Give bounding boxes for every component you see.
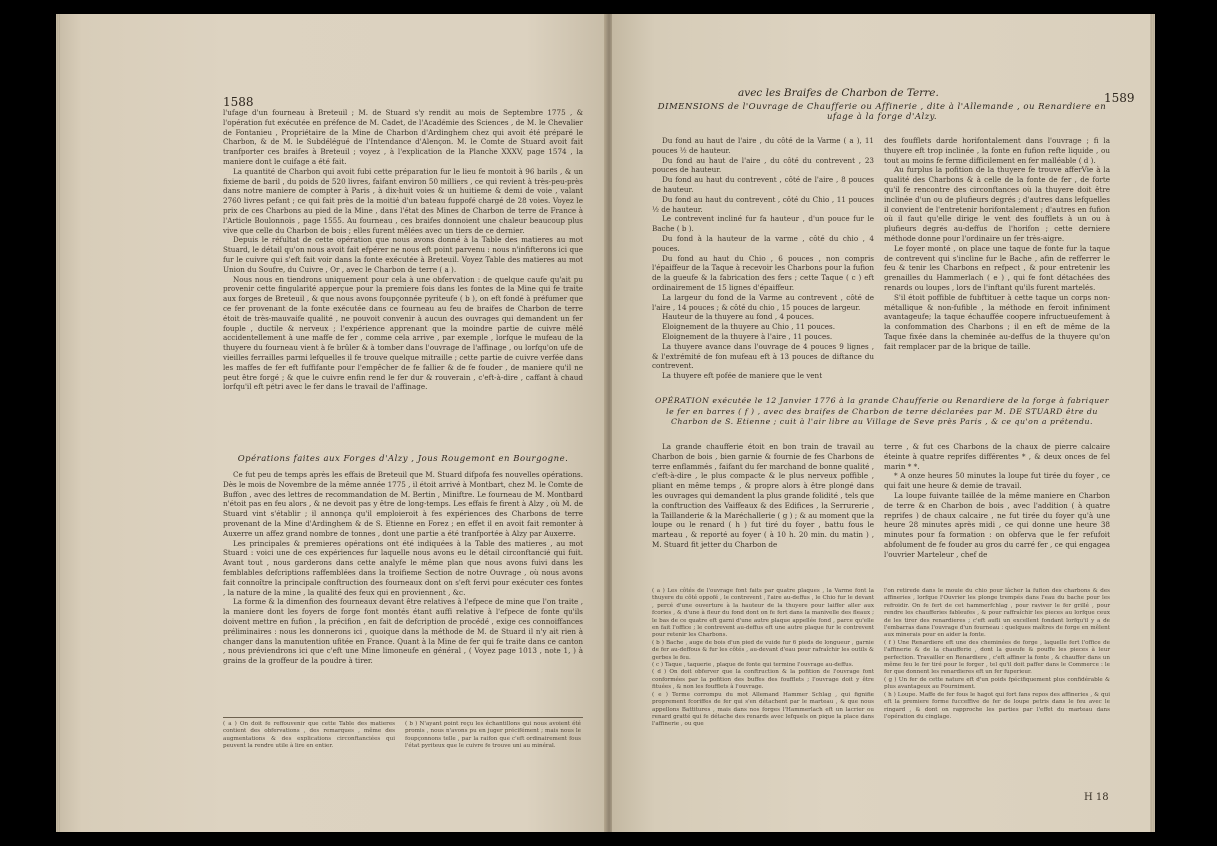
operation-title: OPÉRATION exécutée le 12 Janvier 1776 à la grande Chaufferie ou Renardiere de la forge à fabriquer le fer en barres ( f ) , avec des braifes de Charbon de terre déclarées par M. DE STUARD être du Charbon de S. Etienne ; cuit à l'air libre au Village de Seve près Paris , & ce qu'on a prétendu.: [655, 396, 1109, 426]
paragraph: des foufflets darde horifontalement dans l'ouvrage ; fi la thuyere eft trop inclinée , la fonte en fufion refte liquide , ou tout au moins fe ferme difficilement en fer malléable ( d ).: [884, 136, 1110, 165]
footnote: ( b ) Bache , auge de bois d'un pied de vuide fur 6 pieds de longueur , garnie de fer au-deffous & fur les côtés , au-devant d'eau pour rafraîchir les outils & gerbes le feu.: [652, 639, 874, 661]
running-head: avec les Braifes de Charbon de Terre.: [738, 87, 939, 99]
right-notes-column-1: [652, 588, 874, 729]
dimension-column-1: [652, 136, 874, 381]
left-section-text: [223, 470, 583, 666]
paragraph: * A onze heures 50 minutes la loupe fut tirée du foyer , ce qui fait une heure & demie de travail.: [884, 471, 1110, 491]
left-body-text: [223, 108, 583, 392]
paragraph: S'il étoit poffible de fubftituer à cette taque un corps non-métallique & non-fufible , la méthode en feroit infiniment avantageufe; la taque échauffée coopere infructueufement à la confommation des Charbons ; il en eft de même de la Taque fixée dans la cheminée au-deffus de la thuyere qu'on fait remplacer par de la brique de taille.: [884, 292, 1110, 351]
footnote: ( f ) Une Renardiere eft une des cheminées de forge , laquelle fert l'office de l'affinerie & de la chaufferie , dont la gueufe & pouffe les pieces à leur perfection. Travailler en Renardiere , c'eft affiner la fonte , & chauffer dans un même feu le fer tiré pour le forger , tel qu'il doit paffer dans le Commerce : le fer que donnent les renardieres eft un fer fuperieur.: [884, 639, 1110, 676]
dimension-item: La largeur du fond de la Varme au contrevent , côté de l'aire , 14 pouces ; & côté du chio , 15 pouces de largeur.: [652, 292, 874, 312]
footnote: ( g ) Un fer de cette nature eft d'un poids fpécifiquement plus confidérable & plus avantageux au Fourniment.: [884, 676, 1110, 691]
dimension-item: Hauteur de la thuyere au fond , 4 pouces.: [662, 312, 815, 322]
dimension-item: Du fond à la hauteur de la varme , côté du chio , 4 pouces.: [652, 233, 874, 253]
paragraph: Au furplus la pofition de la thuyere fe trouve afferVie à la qualité des Charbons & à celle de la fonte de fer , de forte qu'il fe rencontre des circonftances où la thuyere doit être inclinée d'un ou de plufieurs degrés ; d'autres dans lefquelles il convient de l'entretenir horifontalement ; d'autres en fufion où il faut qu'elle dirige le vent des foufflets à un ou à plufieurs degrés au-deffus de l'horifon ; cette derniere méthode donne pour l'ordinaire un fer très-aigre.: [884, 165, 1110, 243]
paragraph: Le foyer monté , on place une taque de fonte fur la taque de contrevent qui s'incline fur le Bache , afin de refferrer le feu & tenir les Charbons en refpect , & pour entretenir les grenailles du Hammerlach ( e ) , qui fe font détachées des renards ou loupes , lors de l'inftant qu'ils furent martelés.: [884, 243, 1110, 292]
dimension-title: DIMENSIONS de l'Ouvrage de Chaufferie ou Affinerie , dite à l'Allemande , ou Renardiere en ufage à la forge d'Alzy.: [657, 102, 1107, 122]
dimension-column-2: [884, 136, 1110, 352]
footnote-a: ( a ) On doit fe reffouvenir que cette Table des matieres contient des obfervations , des remarques , même des augmentations & des explications circonftanciées qui peuvent la rendre utile à lire en entier.: [223, 721, 395, 750]
paragraph: Nous nous en tiendrons uniquement pour cela à une obfervation : de quelque caufe qu'ait pu provenir cette fingularité apperçue pour la premiere fois dans les fontes de la Mine qui fe traite aux forges de Breteuil , & que nous avons foupçonnée pyriteufe ( b ), on eft fondé à préfumer que ce fer provenant de la fonte exécutée dans ce fourneau au feu de braifes de Charbon de terre étoit de très-mauvaife qualité , ne pouvoit convenir à aucun des ouvrages qui demandent un fer fouple , ductile & nerveux ; l'expérience apprenant que la moindre partie de cuivre mêlé accidentellement à une maffe de fer , comme cela arrive , par exemple , lorfque le mufeau de la thuyere du fourneau vient à fe brûler & à tomber dans l'ouvrage de l'affinage , ou lorfqu'on ufe de vieilles ferrailles parmi lefquelles il fe trouve quelque mitraille ; cette partie de cuivre verfée dans les maffes de fer eft fuffifante pour l'empêcher de fe fallier & de fe fouder , de maniere qu'il ne peut être forgé ; & que le cuivre enfin rend le fer dur & rouverain , c'eft-à-dire , caffant à chaud lorfqu'il eft pétri avec le fer dans le travail de l'affinage.: [223, 274, 583, 392]
paragraph: Les principales & premieres opérations ont été indiquées à la Table des matieres , au mot Stuard : voici une de ces expériences fur laquelle nous avons eu le détail circonftancié qui fuit. Avant tout , nous garderons dans cette analyfe le même plan que nous avons fuivi dans les femblables defcriptions raffemblées dans la troifieme Section de notre Ouvrage , où nous avons fait connoître la principale conftruction des fourneaux dont on s'eft fervi pour exécuter ces fontes , la nature de la mine , la qualité des feux qui en proviennent , &c.: [223, 538, 583, 597]
right-notes-column-2: [884, 588, 1110, 721]
paragraph: La loupe fuivante taillée de la même maniere en Charbon de terre & en Charbon de bois , avec l'addition ( à quatre reprifes ) de chaux calcaire , ne fut tirée du foyer qu'à une heure 28 minutes après midi , ce qui donne une heure 38 minutes pour fa formation : on obferva que le fer refufoit abfolument de fe fouder au gros du carré fer , ce qui engagea l'ouvrier Marteleur , chef de: [884, 490, 1110, 559]
paragraph: La forme & la dimenfion des fourneaux devant être relatives à l'efpece de mine que l'on traite , la maniere dont les foyers de forge font montés étant auffi relative à l'efpece de fonte qu'ils doivent mettre en fufion , la précifion , en fait de defcription de procédé , exige ces connoiffances préliminaires : nous les donnerons ici , quoique dans la méthode de M. de Stuard il n'y ait rien à changer dans la manutention ufitée en France. Quant à la Mine de fer qui fe traite dans ce canton , nous préviendrons ici que c'eft une Mine limoneufe en général , ( Voyez page 1013 , note 1, ) à grains de la groffeur de la poudre à tirer.: [223, 597, 583, 666]
footnote: ( a ) Les côtés de l'ouvrage font faits par quatre plaques , la Varme font la thuyere du côté oppofé , le contrevent , l'aire au-deffus , le Chio fur le devant , percé d'une ouverture à la hauteur de la thuyere pour laiffer aller aux fcories , & d'une à fleur du fond dont on fe fert dans la manivelle des fleaux ; le bas de ce quatre eft garni d'une autre plaque appellée fond , parce qu'elle en fait l'office ; le contrevent au-deffus eft une autre plaque fur le contrevent pour retenir les Charbons.: [652, 588, 874, 639]
paragraph: Depuis le réfultat de cette opération que nous avons donné à la Table des matieres au mot Stuard, le détail qu'on nous avoit fait efpérer ne nous eft point parvenu : nous n'infifterons ici que fur le cuivre qui s'eft fait voir dans la fonte exécutée à Breteuil. Voyez Table des matieres au mot Union du Soufre, du Cuivre , Or , avec le Charbon de terre ( a ).: [223, 235, 583, 274]
dimension-item: Du fond au haut de l'aire , du côté du contrevent , 23 pouces de hauteur.: [652, 155, 874, 175]
paragraph: l'ufage d'un fourneau à Breteuil ; M. de Stuard s'y rendit au mois de Septembre 1775 , & l'opération fut exécutée en préfence de M. Cadet, de l'Académie des Sciences , de M. le Chevalier de Fontanieu , Propriétaire de la Mine de Charbon d'Ardinghem chez qui avoit été préparé le Charbon, & de M. le Subdélégué de l'Intendance d'Alençon. M. le Comte de Stuard avoit fait tranfporter ces braifes à Breteuil ; voyez , à l'explication de la Planche XXXV, page 1574 , la maniere dont le cuifage a été fait.: [223, 108, 583, 166]
dimension-item: Du fond au haut du Chio , 6 pouces , non compris l'épaiffeur de la Taque à recevoir les Charbons pour la fufion de la gueufe & la fabrication des fers ; cette Taque ( c ) eft ordinairement de 15 lignes d'épaiffeur.: [652, 253, 874, 292]
footnote: ( d ) On doit obferver que la conftruction & la pofition de l'ouvrage font conformées par la pofition des buffes des foufflets ; l'ouvrage doit y être fituées , & non les foufflets à l'ouvrage.: [652, 669, 874, 691]
dimension-item: Du fond au haut du contrevent , côté du Chio , 11 pouces ½ de hauteur.: [652, 194, 874, 214]
footnote: ( e ) Terme corrompu du mot Allemand Hammer Schlag , qui fignifie proprement fcoriffes de fer qui s'en détachent par le marteau , & que nous appellons Battitures , mais dans nos forges l'Hammerlach eft un lacrier ou renard gratté qui fe détache des renards avec lefquels on pique la place dans l'affinerie , ou que: [652, 691, 874, 728]
footnote-rule: [223, 717, 583, 718]
section-title: Opérations faites aux Forges d'Alzy , Jous Rougemont en Bourgogne.: [237, 454, 569, 464]
paragraph: La grande chaufferie étoit en bon train de travail au Charbon de bois , bien garnie & fournie de fes Charbons de terre enflammés , faifant du fer marchand de bonne qualité , c'eft-à-dire , le plus compacte & le plus nerveux poffible , pliant en même temps , & propre alors à être plongé dans les ouvrages qui demandent la plus grande folidité , tels que la conftruction des Vaiffeaux & des Edifices , la Serrurerie , la Taillanderie & la Maréchallerie ( g ) ; & au moment que la loupe ou le renard ( h ) fut tiré du foyer , battu fous le marteau , & reporté au foyer ( à 10 h. 20 min. du matin ) , M. Stuard fit jetter du Charbon de: [652, 442, 874, 549]
operation-column-2: [884, 442, 1110, 560]
paragraph: La quantité de Charbon qui avoit fubi cette préparation fur le lieu fe montoit à 96 barils , & un fixieme de baril , du poids de 520 livres, faifant environ 50 milliers , ce qui revient à très-peu-près dans notre maniere de compter à Paris , à dix-huit voies & un huitieme & demi de voie , valant 2760 livres pefant ; ce qui fait près de la moitié d'un bateau fuppofé chargé de 28 voies. Voyez le prix de ces Charbons au pied de la Mine , dans l'état des Mines de Charbon de terre de France à l'Article Boulonnois , page 1555. Au fourneau , ces braifes donnoient une chaleur beaucoup plus vive que celle du Charbon de bois ; elles furent mêlées avec un tiers de ce dernier.: [223, 166, 583, 235]
paragraph: terre , & fut ces Charbons de la chaux de pierre calcaire éteinte à quatre reprifes différentes * , & deux onces de fel marin * *.: [884, 442, 1110, 471]
left-page-number: 1588: [223, 95, 254, 109]
right-page-edges: [1150, 14, 1155, 832]
dimension-item: Le contrevent incliné fur fa hauteur , d'un pouce fur le Bache ( b ).: [652, 214, 874, 234]
dimension-item: La thuyere eft pofée de maniere que le vent: [662, 371, 823, 381]
dimension-item: Eloignement de la thuyere à l'aire , 11 pouces.: [662, 331, 833, 341]
footnote: ( c ) Taque , taquerie , plaque de fonte qui termine l'ouvrage au-deffus.: [652, 662, 854, 669]
signature-mark: H 18: [1084, 792, 1109, 803]
footnote: ( h ) Loupe. Maffe de fer fous le hagot qui fort fans repos des affineries , & qui eft la premiere forme fucceffive de fer de loupe petris dans le feu avec le ringard , & dont on rapproche les parties par l'effet du marteau dans l'opération du cinglage.: [884, 691, 1110, 720]
footnote: l'on retirede dans le mouie du chio pour lâcher la fufion des charbons & des affineries , lorfque l'Ouvrier les plonge trempés dans l'eau du bache pour les refroidir. On fe fert de cet hammerfchlag , pour raviver le fer grillé , pour rendre les chaufferies fableufes , & pour raffraîchir les pieces au lorfque ceux de les tirer des renardieres ; c'eft aufli un excellent fondant lorfqu'il y a de l'embarras dans l'ouvrage d'un fourneau : quelques maîtres de forge en mêlent aux minerais pour en aider la fonte.: [884, 588, 1110, 639]
right-page-number: 1589: [1104, 91, 1135, 105]
footnote-b: ( b ) N'ayant point reçu les échantillons qui nous avoient été promis , nous n'avons pu en juger précifément ; mais nous le foupçonnons telle , par la raifon que c'eft ordinairement fous l'état pyriteux que le cuivre fe trouve uni au minéral.: [405, 721, 581, 750]
dimension-item: Du fond au haut du contrevent , côté de l'aire , 8 pouces de hauteur.: [652, 175, 874, 194]
dimension-item: Du fond au haut de l'aire , du côté de la Varme ( a ), 11 pouces ½ de hauteur.: [652, 136, 874, 155]
dimension-item: La thuyere avance dans l'ouvrage de 4 pouces 9 lignes , & l'extrémité de fon mufeau eft à 13 pouces de diftance du contrevent.: [652, 341, 874, 371]
paragraph: Ce fut peu de temps après les effais de Breteuil que M. Stuard difpofa fes nouvelles opérations. Dès le mois de Novembre de la même année 1775 , il étoit arrivé à Montbart, chez M. le Comte de Buffon , avec des lettres de recommandation de M. Bertin , Miniftre. Le fourneau de M. Montbard n'étoit pas en feu alors , & ne devoit pas y être de long-temps. Les effais fe firent à Alzy , où M. de Stuard vint s'établir ; il annonça qu'il emploieroit à fes expériences des Charbons de terre provenant de la Mine d'Ardinghem & de S. Etienne en Forez ; en effet il en avoit fait remonter à Auxerre un affez grand nombre de tonnes , dont une partie a été tranfportée à Alzy par Auxerre.: [223, 470, 583, 538]
operation-column-1: [652, 442, 874, 550]
dimension-item: Eloignement de la thuyere au Chio , 11 pouces.: [662, 322, 836, 332]
